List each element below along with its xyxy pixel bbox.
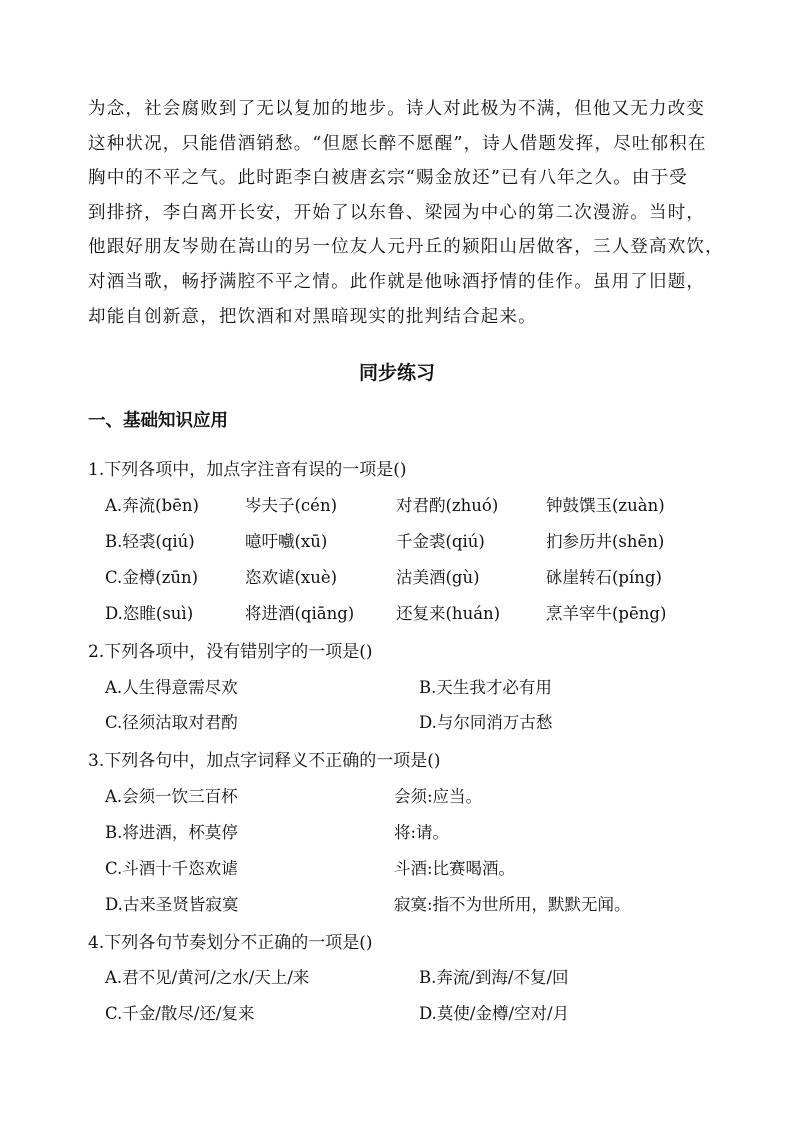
q2-option-a: A.人生得意需尽欢 [105, 678, 238, 697]
q2-option-c: C.径须沽取对君酌 [105, 713, 238, 732]
page-title: 同步练习 [358, 362, 435, 384]
passage-line: 到排挤，李白离开长安，开始了以东鲁、梁园为中心的第二次漫游。当时， [88, 202, 706, 223]
q1-option-b3: 千金裘(qiú) [396, 532, 485, 551]
q1-option-b4: 扪参历井(shēn) [546, 532, 665, 551]
q3-gloss-c: 斗酒:比赛喝酒。 [394, 859, 516, 878]
q3-gloss-d: 寂寞:指不为世所用，默默无闻。 [394, 895, 631, 914]
q1-option-b1: B.轻裘(qiú) [105, 532, 195, 551]
q3-option-c: C.斗酒十千恣欢谑 [105, 859, 238, 878]
q1-option-c1: C.金樽(zūn) [105, 568, 199, 587]
q1-option-d2: 将进酒(qiāng) [245, 604, 355, 623]
q4-option-c: C.千金/散尽/还/复来 [105, 1004, 255, 1023]
q3-option-b: B.将进酒，杯莫停 [105, 823, 238, 842]
q1-option-b2: 噫吁嚱(xū) [245, 532, 328, 551]
q3-gloss-b: 将:请。 [394, 823, 450, 842]
q1-option-a4: 钟鼓馔玉(zuàn) [546, 496, 665, 515]
q1-option-a1: A.奔流(bēn) [105, 496, 199, 515]
q1-option-d4: 烹羊宰牛(pēng) [546, 604, 667, 623]
q4-option-d: D.莫使/金樽/空对/月 [419, 1004, 570, 1023]
q1-option-d1: D.恣睢(suì) [105, 604, 194, 623]
q4-option-a: A.君不见/黄河/之水/天上/来 [105, 968, 310, 987]
passage-line: 为念，社会腐败到了无以复加的地步。诗人对此极为不满，但他又无力改变 [88, 99, 706, 119]
question-4-stem: 4.下列各句节奏划分不正确的一项是() [88, 933, 373, 953]
passage-line: 这种状况，只能借酒销愁。“但愿长醉不愿醒”，诗人借题发挥，尽吐郁积在 [88, 133, 707, 154]
question-2-stem: 2.下列各项中，没有错别字的一项是() [88, 642, 373, 662]
q1-option-c2: 恣欢谑(xuè) [245, 568, 338, 587]
passage-line: 却能自创新意，把饮酒和对黑暗现实的批判结合起来。 [88, 306, 537, 327]
q3-gloss-a: 会须:应当。 [394, 787, 483, 806]
q1-option-c4: 砯崖转石(píng) [546, 568, 662, 587]
passage [88, 92, 728, 334]
question-1-stem: 1.下列各项中，加点字注音有误的一项是() [88, 460, 407, 480]
q1-option-d3: 还复来(huán) [396, 604, 501, 623]
passage-line: 胸中的不平之气。此时距李白被唐玄宗“赐金放还”已有八年之久。由于受 [88, 168, 688, 189]
q4-option-b: B.奔流/到海/不复/回 [419, 968, 569, 987]
passage-line: 他跟好朋友岑勋在嵩山的另一位友人元丹丘的颍阳山居做客，三人登高欢饮， [88, 237, 724, 258]
q3-option-a: A.会须一饮三百杯 [105, 787, 238, 806]
section-heading: 一、基础知识应用 [88, 411, 228, 431]
question-3-stem: 3.下列各句中，加点字词释义不正确的一项是() [88, 751, 441, 771]
q3-option-d: D.古来圣贤皆寂寞 [105, 895, 239, 914]
q1-option-a3: 对君酌(zhuó) [396, 496, 499, 515]
passage-line: 对酒当歌，畅抒满腔不平之情。此作就是他咏酒抒情的佳作。虽用了旧题， [88, 271, 706, 292]
q2-option-d: D.与尔同消万古愁 [419, 713, 553, 732]
q1-option-a2: 岑夫子(cén) [245, 496, 338, 515]
q1-option-c3: 沽美酒(gù) [396, 568, 480, 587]
q2-option-b: B.天生我才必有用 [419, 678, 552, 697]
